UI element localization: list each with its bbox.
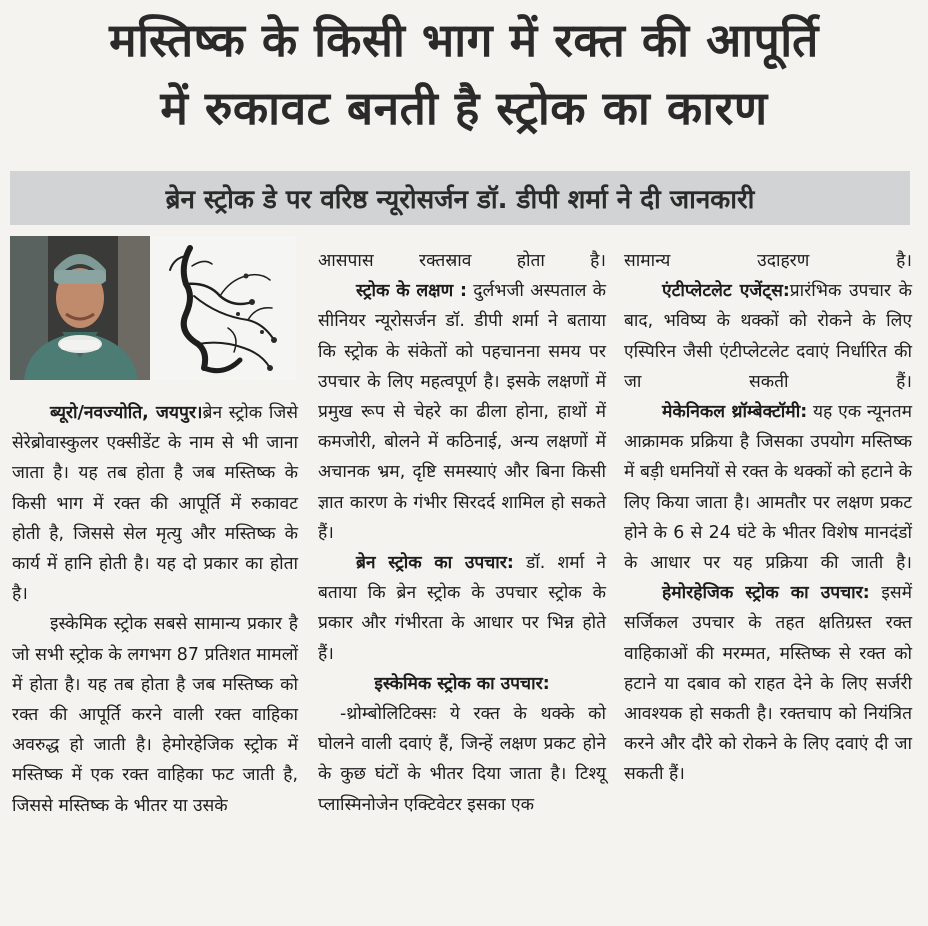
headline-line-2: में रुकावट बनती है स्ट्रोक का कारण [160, 81, 768, 135]
paragraph [318, 246, 606, 276]
paragraph [624, 397, 912, 578]
headline-line-1: मस्तिष्क के किसी भाग में रक्त की आपूर्ति [109, 13, 819, 67]
article-column-3 [624, 246, 912, 790]
dateline: ब्यूरो/नवज्योति, जयपुर। [50, 403, 203, 423]
section-heading: ब्रेन स्ट्रोक का उपचार: [356, 553, 514, 574]
paragraph [318, 699, 606, 820]
paragraph-body: इस्केमिक स्ट्रोक सबसे सामान्य प्रकार है जो सभी स्ट्रोक के लगभग 87 प्रतिशत मामलों में होता है। यह तब होता है जब मस्तिष्क को रक्त की आपूर्ति करने वाली रक्त वाहिका अवरुद्ध हो जाती है। हेमोरहेजिक स्ट्रोक में मस्तिष्क में एक रक्त वाहिका फट जाती है, जिससे मस्तिष्क के भीतर या उसके [12, 614, 298, 816]
paragraph [624, 246, 912, 276]
article-photo [10, 236, 296, 380]
paragraph-body: प्रारंभिक उपचार के बाद, भविष्य के थक्कों को रोकने के लिए एस्पिरिन जैसी एंटीप्लेटलेट दवाएं निर्धारित की जा सकती हैं। [624, 281, 912, 392]
headline [0, 6, 928, 142]
section-heading: हेमोरहेजिक स्ट्रोक का उपचार: [662, 583, 870, 604]
paragraph-body: आसपास रक्तस्राव होता है। [318, 251, 606, 271]
section-heading: स्ट्रोक के लक्षण : [356, 281, 467, 302]
article-column-1 [12, 398, 298, 821]
doctor-portrait-icon [10, 236, 150, 380]
paragraph-body: सामान्य उदाहरण है। [624, 251, 912, 271]
section-heading: मेकेनिकल थ्रॉम्बेक्टॉमी: [662, 402, 808, 423]
paragraph-body: -थ्रोम्बोलिटिक्सः ये रक्त के थक्के को घोलने वाली दवाएं हैं, जिन्हें लक्षण प्रकट होने के कुछ घंटों के भीतर दिया जाता है। टिश्यू प्लास्मिनोजेन एक्टिवेटर इसका एक [318, 704, 606, 815]
paragraph [12, 398, 298, 609]
subheadline-band [10, 171, 910, 225]
subheadline: ब्रेन स्ट्रोक डे पर वरिष्ठ न्यूरोसर्जन डॉ. डीपी शर्मा ने दी जानकारी [165, 185, 755, 215]
article-column-2 [318, 246, 606, 820]
section-heading: इस्केमिक स्ट्रोक का उपचार: [374, 673, 550, 694]
paragraph [624, 276, 912, 397]
paragraph-body: डॉ. शर्मा ने बताया कि ब्रेन स्ट्रोक के उपचार स्ट्रोक के प्रकार और गंभीरता के आधार पर भिन्न होते हैं। [318, 553, 606, 664]
paragraph-body: ब्रेन स्ट्रोक जिसे सेरेब्रोवास्कुलर एक्सीडेंट के नाम से भी जाना जाता है। यह तब होता है जब मस्तिष्क के किसी भाग में रक्त की आपूर्ति में रुकावट होती है, जिससे सेल मृत्यु और मस्तिष्क के कार्य में हानि होती है। यह दो प्रकार का होता है। [12, 403, 298, 605]
paragraph [318, 669, 606, 699]
paragraph-body: यह एक न्यूनतम आक्रामक प्रक्रिया है जिसका उपयोग मस्तिष्क में बड़ी धमनियों से रक्त के थक्कों को हटाने के लिए किया जाता है। आमतौर पर लक्षण प्रकट होने के 6 से 24 घंटे के भीतर विशेष मानदंडों के आधार पर यह प्रक्रिया की जाती है। [624, 402, 913, 574]
paragraph [318, 276, 606, 548]
paragraph [624, 578, 912, 789]
section-heading: एंटीप्लेटलेट एजेंट्स: [662, 281, 790, 302]
paragraph [318, 548, 606, 669]
paragraph [12, 609, 298, 820]
paragraph-body: इसमें सर्जिकल उपचार के तहत क्षतिग्रस्त रक्त वाहिकाओं की मरम्मत, मस्तिष्क से रक्त को हटाने या दबाव को राहत देने के लिए सर्जरी आवश्यक हो सकती है। रक्तचाप को नियंत्रित करने और दौरे को रोकने के लिए दवाएं दी जा सकती हैं। [624, 583, 913, 785]
paragraph-body: दुर्लभजी अस्पताल के सीनियर न्यूरोसर्जन डॉ. डीपी शर्मा ने बताया कि स्ट्रोक के संकेतों को पहचानना समय पर उपचार के लिए महत्वपूर्ण है। इसके लक्षणों में प्रमुख रूप से चेहरे का ढीला होना, हाथों में कमजोरी, बोलने में कठिनाई, अन्य लक्षणों में अचानक भ्रम, दृष्टि समस्याएं और बिना किसी ज्ञात कारण के गंभीर सिरदर्द शामिल हो सकते हैं। [318, 281, 607, 543]
brain-angiogram-icon [150, 236, 296, 380]
